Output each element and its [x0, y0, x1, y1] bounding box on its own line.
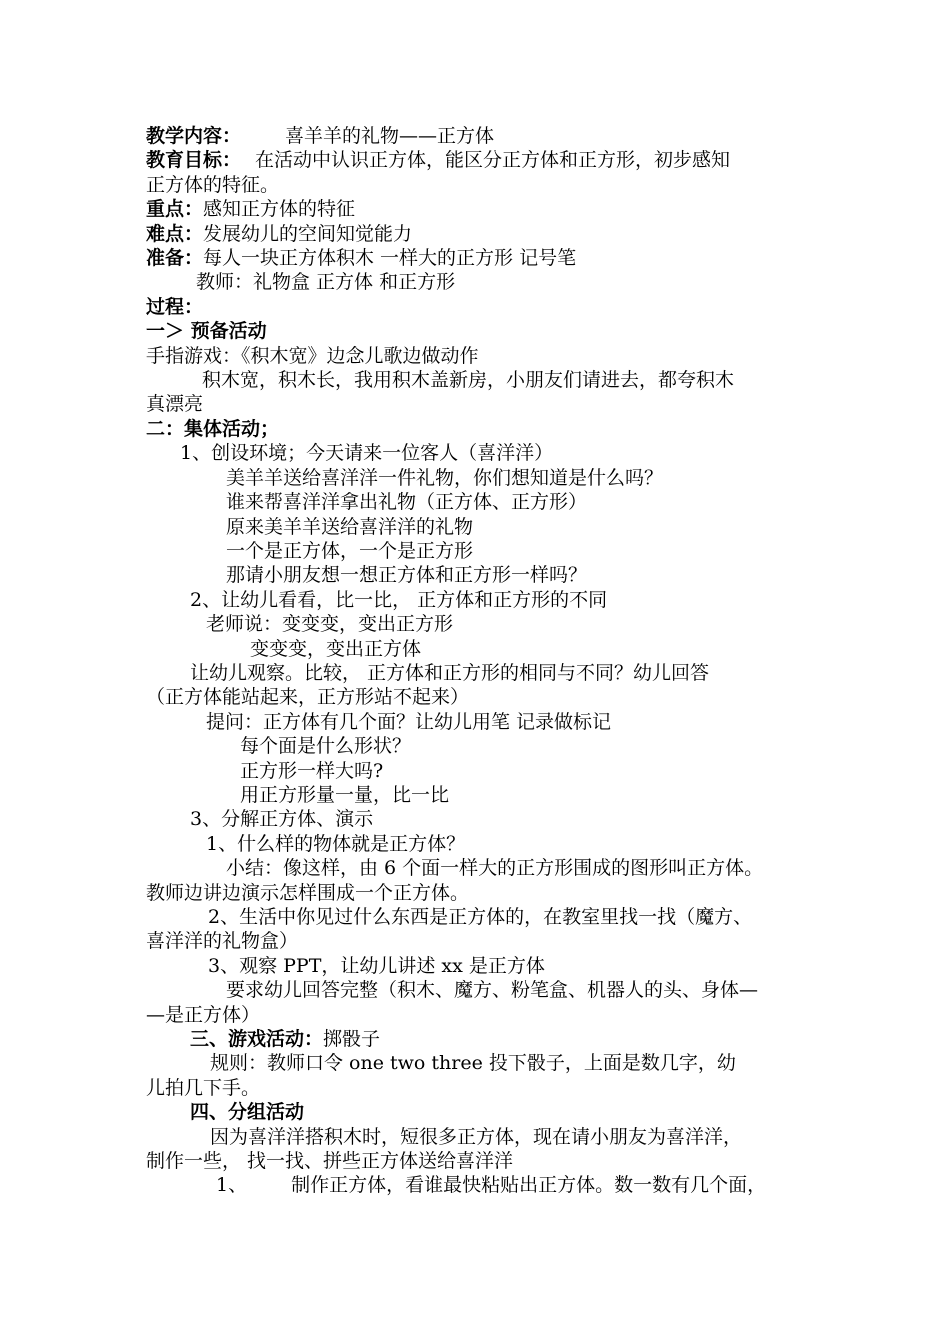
section-2-line: 要求幼儿回答完整（积木、魔方、粉笔盒、机器人的头、身体— [226, 979, 759, 1002]
section-3-heading: 三、游戏活动： [190, 1028, 324, 1051]
section-2-line: —是正方体） [146, 1003, 261, 1026]
key-point-row [146, 197, 816, 221]
section-2-line: 用正方形量一量，比一比 [240, 783, 450, 806]
section-4-item-text: 制作正方体，看谁最快粘贴出正方体。数一数有几个面， [291, 1174, 767, 1197]
goal-label: 教育目标： [146, 149, 242, 172]
difficulty-row [146, 222, 816, 246]
difficulty-label: 难点： [146, 222, 204, 245]
section-2-line: （正方体能站起来，正方形站不起来） [146, 686, 470, 709]
section-4-heading: 四、分组活动 [190, 1101, 305, 1124]
key-label: 重点： [146, 198, 204, 221]
section-2-line: 美羊羊送给喜洋洋一件礼物，你们想知道是什么吗？ [226, 466, 664, 489]
goal-row [146, 148, 816, 172]
process-heading: 过程： [146, 295, 204, 318]
section-2-line: 正方形一样大吗? [240, 759, 384, 782]
section-1-line: 积木宽，积木长，我用积木盖新房，小朋友们请进去，都夸积木 [202, 369, 735, 392]
goal-row-continued: 正方体的特征。 [146, 173, 280, 196]
section-2-heading: 二：集体活动； [146, 417, 280, 440]
section-4-row [146, 1173, 816, 1197]
section-2-line: 每个面是什么形状？ [240, 735, 412, 758]
preparation-label: 准备： [146, 247, 204, 270]
section-2-line: 让幼儿观察。比较， 正方体和正方形的相同与不同？幼儿回答 [190, 661, 710, 684]
section-2-line: 1、什么样的物体就是正方体？ [206, 832, 466, 855]
section-2-line: 原来美羊羊送给喜洋洋的礼物 [226, 515, 474, 538]
section-2-line: 2、让幼儿看看，比一比， 正方体和正方形的不同 [190, 588, 608, 611]
section-3-value: 掷骰子 [323, 1028, 381, 1051]
section-2-line: 3、观察 PPT，让幼儿讲述 xx 是正方体 [208, 954, 545, 977]
section-2-line: 那请小朋友想一想正方体和正方形一样吗？ [226, 564, 588, 587]
content-value: 喜羊羊的礼物——正方体 [285, 125, 495, 147]
section-3-line: 规则：教师口令 one two three 投下骰子，上面是数几字，幼 [210, 1052, 736, 1075]
section-2-line: 喜洋洋的礼物盒） [146, 930, 299, 953]
section-2-line: 老师说：变变变，变出正方形 [206, 613, 454, 636]
content-label: 教学内容： [146, 125, 242, 147]
section-2-line: 3、分解正方体、演示 [190, 808, 374, 831]
key-value: 感知正方体的特征 [203, 198, 356, 221]
section-3-line: 儿拍几下手。 [146, 1076, 261, 1099]
difficulty-value: 发展幼儿的空间知觉能力 [203, 222, 413, 245]
section-2-line: 提问：正方体有几个面？让幼儿用笔 记录做标记 [206, 710, 612, 733]
goal-text: 在活动中认识正方体，能区分正方体和正方形，初步感知 [255, 149, 731, 172]
section-2-line: 教师边讲边演示怎样围成一个正方体。 [146, 881, 470, 904]
section-1-line: 手指游戏：《积木宽》边念儿歌边做动作 [146, 344, 479, 367]
section-2-line: 1、创设环境；今天请来一位客人（喜洋洋） [180, 442, 554, 465]
section-2-line: 谁来帮喜洋洋拿出礼物（正方体、正方形） [226, 491, 588, 514]
section-2-line: 2、生活中你见过什么东西是正方体的，在教室里找一找（魔方、 [208, 906, 753, 928]
preparation-value: 每人一块正方体积木 一样大的正方形 记号笔 [203, 247, 577, 270]
content-row [146, 124, 816, 148]
section-4-line: 因为喜洋洋搭积木时，短很多正方体，现在请小朋友为喜洋洋， [210, 1125, 743, 1148]
section-2-line: 变变变，变出正方体 [250, 637, 422, 660]
section-2-line: 一个是正方体，一个是正方形 [226, 539, 474, 562]
section-4-line: 制作一些， 找一找、拼些正方体送给喜洋洋 [146, 1150, 514, 1173]
section-4-item-number: 1、 [216, 1174, 248, 1197]
section-2-line: 小结：像这样，由 6 个面一样大的正方形围成的图形叫正方体。 [226, 857, 764, 880]
section-1-heading: 一＞ 预备活动 [146, 320, 267, 343]
section-3-row [146, 1027, 816, 1051]
section-1-line: 真漂亮 [146, 393, 204, 416]
preparation-teacher: 教师：礼物盒 正方体 和正方形 [196, 271, 456, 294]
preparation-row [146, 246, 816, 270]
lesson-plan-body [146, 124, 816, 1198]
